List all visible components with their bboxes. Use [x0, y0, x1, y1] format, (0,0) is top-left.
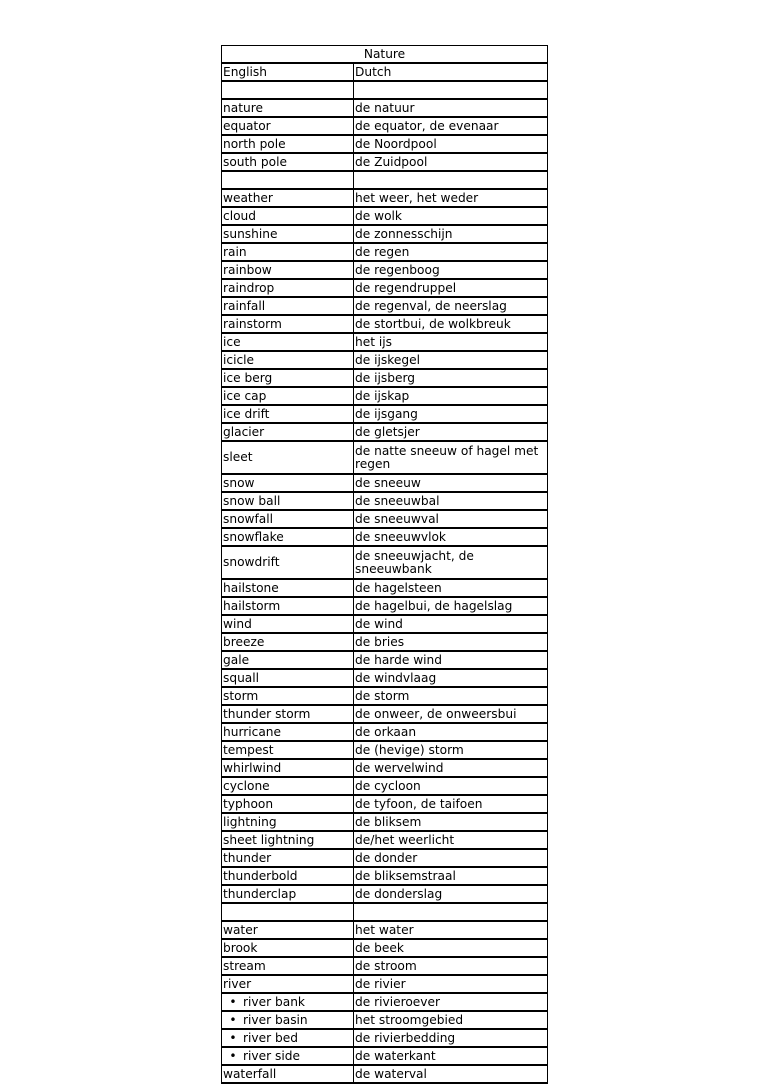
dutch-word: de hagelsteen: [355, 580, 442, 595]
english-word: snowfall: [223, 511, 274, 526]
dutch-cell: [354, 597, 548, 615]
table-row: [222, 1029, 548, 1047]
dutch-word: de waterval: [355, 1066, 427, 1081]
english-cell: [222, 687, 354, 705]
table-row: [222, 546, 548, 579]
dutch-cell: [354, 225, 548, 243]
dutch-word: het water: [355, 922, 414, 937]
english-word: sunshine: [223, 226, 278, 241]
english-word: storm: [223, 688, 259, 703]
dutch-cell: [354, 849, 548, 867]
english-cell: [222, 528, 354, 546]
english-cell: [222, 993, 354, 1011]
bullet-icon: •: [229, 994, 237, 1009]
dutch-cell: [354, 207, 548, 225]
table-row: [222, 528, 548, 546]
english-cell: [222, 579, 354, 597]
english-word: icicle: [223, 352, 255, 367]
dutch-cell: [354, 351, 548, 369]
table-row: [222, 405, 548, 423]
english-word: sheet lightning: [223, 832, 315, 847]
dutch-word: de (hevige) storm: [355, 742, 464, 757]
english-word: river basin: [243, 1012, 308, 1027]
dutch-cell: [354, 993, 548, 1011]
english-cell: [222, 492, 354, 510]
dutch-cell: [354, 795, 548, 813]
table-row: [222, 741, 548, 759]
dutch-cell: [354, 633, 548, 651]
dutch-cell: [354, 135, 548, 153]
table-row: [222, 957, 548, 975]
english-word: breeze: [223, 634, 265, 649]
english-cell: [222, 723, 354, 741]
table-row: [222, 1065, 548, 1083]
table-row: [222, 315, 548, 333]
dutch-cell: [354, 279, 548, 297]
english-word: sleet: [223, 450, 253, 464]
dutch-word: de rivieroever: [355, 994, 441, 1009]
english-cell: [222, 135, 354, 153]
dutch-word: de bliksem: [355, 814, 422, 829]
table-row: [222, 474, 548, 492]
english-word: squall: [223, 670, 260, 685]
dutch-cell: [354, 171, 548, 189]
dutch-cell: [354, 687, 548, 705]
table-row: [222, 705, 548, 723]
english-cell: [222, 957, 354, 975]
english-word: gale: [223, 652, 250, 667]
table-title: Nature: [222, 46, 548, 64]
table-row: [222, 351, 548, 369]
dutch-word: de wervelwind: [355, 760, 444, 775]
english-word: nature: [223, 100, 263, 115]
table-row: [222, 669, 548, 687]
dutch-word: de bliksemstraal: [355, 868, 456, 883]
english-cell: [222, 597, 354, 615]
table-row: [222, 723, 548, 741]
english-word: thunder: [223, 850, 272, 865]
dutch-word: de sneeuwbal: [355, 493, 440, 508]
dutch-cell: [354, 651, 548, 669]
dutch-cell: [354, 546, 548, 579]
english-word: rainbow: [223, 262, 272, 277]
dutch-word: de tyfoon, de taifoen: [355, 796, 483, 811]
english-word: stream: [223, 958, 266, 973]
english-cell: [222, 207, 354, 225]
english-word: brook: [223, 940, 258, 955]
dutch-cell: [354, 297, 548, 315]
english-cell: [222, 351, 354, 369]
dutch-word: de harde wind: [355, 652, 443, 667]
english-cell: [222, 171, 354, 189]
dutch-word: de wolk: [355, 208, 402, 223]
english-word: ice cap: [223, 388, 267, 403]
table-row: [222, 921, 548, 939]
dutch-word: de stroom: [355, 958, 417, 973]
english-cell: [222, 405, 354, 423]
english-word: glacier: [223, 424, 265, 439]
dutch-cell: [354, 885, 548, 903]
table-row: [222, 831, 548, 849]
english-word: thunderbold: [223, 868, 298, 883]
dutch-word: de regendruppel: [355, 280, 457, 295]
english-word: ice: [223, 334, 241, 349]
table-row: [222, 297, 548, 315]
table-row: [222, 279, 548, 297]
english-cell: [222, 81, 354, 99]
english-word: waterfall: [223, 1066, 277, 1081]
english-word: water: [223, 922, 258, 937]
dutch-cell: [354, 261, 548, 279]
table-row: [222, 441, 548, 474]
bullet-icon: •: [229, 1048, 237, 1063]
english-cell: [222, 225, 354, 243]
english-word: rainstorm: [223, 316, 282, 331]
english-cell: [222, 1065, 354, 1083]
table-row: [222, 207, 548, 225]
table-row: [222, 117, 548, 135]
english-word: whirlwind: [223, 760, 282, 775]
english-word: river bank: [243, 994, 305, 1009]
dutch-cell: [354, 117, 548, 135]
dutch-cell: [354, 939, 548, 957]
bullet-icon: •: [229, 1012, 237, 1027]
table-row: [222, 189, 548, 207]
dutch-cell: [354, 615, 548, 633]
english-word: rainfall: [223, 298, 266, 313]
table-title-row: [222, 46, 548, 64]
english-cell: [222, 921, 354, 939]
dutch-word: de gletsjer: [355, 424, 420, 439]
english-word: rain: [223, 244, 247, 259]
table-row: [222, 135, 548, 153]
english-cell: [222, 333, 354, 351]
english-cell: [222, 117, 354, 135]
dutch-word: de regenval, de neerslag: [355, 298, 507, 313]
dutch-cell: [354, 777, 548, 795]
dutch-cell: [354, 867, 548, 885]
table-row: [222, 777, 548, 795]
table-row: [222, 1047, 548, 1065]
english-word: thunderclap: [223, 886, 297, 901]
english-cell: [222, 669, 354, 687]
dutch-cell: [354, 99, 548, 117]
dutch-word: de ijskap: [355, 388, 410, 403]
table-row: [222, 261, 548, 279]
table-row: [222, 492, 548, 510]
dutch-cell: [354, 315, 548, 333]
dutch-word: de wind: [355, 616, 403, 631]
table-row: [222, 903, 548, 921]
english-cell: [222, 777, 354, 795]
english-word: tempest: [223, 742, 274, 757]
english-word: snowdrift: [223, 555, 280, 569]
english-cell: [222, 153, 354, 171]
table-row: [222, 153, 548, 171]
english-cell: [222, 939, 354, 957]
english-word: equator: [223, 118, 271, 133]
dutch-cell: [354, 579, 548, 597]
english-cell: [222, 441, 354, 474]
dutch-word: de waterkant: [355, 1048, 436, 1063]
dutch-word: de ijsgang: [355, 406, 418, 421]
table-row: [222, 795, 548, 813]
dutch-cell: [354, 528, 548, 546]
dutch-cell: [354, 369, 548, 387]
dutch-word: de equator, de evenaar: [355, 118, 499, 133]
table-row: [222, 867, 548, 885]
table-row: [222, 687, 548, 705]
dutch-word: de donderslag: [355, 886, 443, 901]
english-word: ice berg: [223, 370, 273, 385]
table-row: [222, 651, 548, 669]
dutch-word: de natuur: [355, 100, 415, 115]
english-cell: [222, 615, 354, 633]
english-word: hailstone: [223, 580, 279, 595]
dutch-word: de stortbui, de wolkbreuk: [355, 316, 511, 331]
dutch-word: de rivier: [355, 976, 406, 991]
dutch-cell: [354, 723, 548, 741]
english-word: cyclone: [223, 778, 270, 793]
english-cell: [222, 243, 354, 261]
dutch-word: de rivierbedding: [355, 1030, 456, 1045]
table-row: [222, 813, 548, 831]
dutch-word: het stroomgebied: [355, 1012, 464, 1027]
english-cell: [222, 831, 354, 849]
dutch-cell: [354, 975, 548, 993]
vocabulary-sheet: [221, 45, 547, 1084]
english-cell: [222, 867, 354, 885]
english-word: south pole: [223, 154, 287, 169]
english-word: snowflake: [223, 529, 284, 544]
table-row: [222, 99, 548, 117]
table-row: [222, 885, 548, 903]
dutch-word: de onweer, de onweersbui: [355, 706, 517, 721]
english-cell: [222, 903, 354, 921]
dutch-cell: [354, 405, 548, 423]
dutch-cell: [354, 387, 548, 405]
dutch-cell: [354, 1011, 548, 1029]
dutch-word: het weer, het weder: [355, 190, 479, 205]
dutch-cell: [354, 153, 548, 171]
table-row: [222, 633, 548, 651]
vocabulary-table: [221, 45, 548, 1084]
english-word: ice drift: [223, 406, 270, 421]
dutch-word: de donder: [355, 850, 418, 865]
english-cell: [222, 1011, 354, 1029]
table-row: [222, 333, 548, 351]
dutch-word: de windvlaag: [355, 670, 437, 685]
english-cell: [222, 705, 354, 723]
header-english: English: [222, 63, 354, 81]
dutch-word: de sneeuw: [355, 475, 421, 490]
dutch-cell: [354, 1029, 548, 1047]
english-word: river side: [243, 1048, 300, 1063]
dutch-cell: [354, 474, 548, 492]
english-cell: [222, 795, 354, 813]
header-dutch: Dutch: [354, 63, 548, 81]
dutch-word: de regen: [355, 244, 410, 259]
english-cell: [222, 423, 354, 441]
english-cell: [222, 99, 354, 117]
dutch-word: de bries: [355, 634, 405, 649]
english-word: hailstorm: [223, 598, 281, 613]
dutch-cell: [354, 492, 548, 510]
dutch-word: de storm: [355, 688, 410, 703]
bullet-icon: •: [229, 1030, 237, 1045]
english-cell: [222, 813, 354, 831]
english-cell: [222, 261, 354, 279]
table-row: [222, 759, 548, 777]
table-row: [222, 1011, 548, 1029]
table-header-row: [222, 63, 548, 81]
english-word: hurricane: [223, 724, 282, 739]
table-row: [222, 993, 548, 1011]
english-cell: [222, 315, 354, 333]
dutch-word: de natte sneeuw of hagel met regen: [355, 443, 539, 471]
english-word: river: [223, 976, 252, 991]
table-row: [222, 579, 548, 597]
dutch-cell: [354, 1047, 548, 1065]
english-word: wind: [223, 616, 252, 631]
english-cell: [222, 189, 354, 207]
dutch-cell: [354, 81, 548, 99]
dutch-word: de hagelbui, de hagelslag: [355, 598, 513, 613]
english-cell: [222, 975, 354, 993]
english-cell: [222, 1047, 354, 1065]
english-cell: [222, 546, 354, 579]
dutch-cell: [354, 759, 548, 777]
dutch-cell: [354, 669, 548, 687]
table-row: [222, 939, 548, 957]
table-row: [222, 387, 548, 405]
table-row: [222, 423, 548, 441]
dutch-cell: [354, 441, 548, 474]
dutch-cell: [354, 903, 548, 921]
table-row: [222, 510, 548, 528]
english-word: thunder storm: [223, 706, 311, 721]
dutch-word: de sneeuwval: [355, 511, 439, 526]
english-word: snow ball: [223, 493, 281, 508]
dutch-word: de zonnesschijn: [355, 226, 453, 241]
dutch-word: de ijsberg: [355, 370, 415, 385]
table-row: [222, 81, 548, 99]
dutch-cell: [354, 423, 548, 441]
english-word: raindrop: [223, 280, 275, 295]
dutch-word: het ijs: [355, 334, 392, 349]
dutch-word: de regenboog: [355, 262, 440, 277]
dutch-cell: [354, 741, 548, 759]
english-cell: [222, 849, 354, 867]
table-row: [222, 975, 548, 993]
dutch-cell: [354, 333, 548, 351]
english-word: weather: [223, 190, 273, 205]
english-cell: [222, 633, 354, 651]
dutch-cell: [354, 921, 548, 939]
dutch-cell: [354, 1065, 548, 1083]
table-row: [222, 597, 548, 615]
dutch-word: de orkaan: [355, 724, 417, 739]
english-cell: [222, 279, 354, 297]
english-cell: [222, 651, 354, 669]
english-cell: [222, 741, 354, 759]
dutch-word: de beek: [355, 940, 404, 955]
dutch-word: de sneeuwjacht, de sneeuwbank: [355, 548, 474, 576]
table-row: [222, 225, 548, 243]
english-word: cloud: [223, 208, 257, 223]
dutch-word: de Zuidpool: [355, 154, 428, 169]
dutch-cell: [354, 831, 548, 849]
dutch-word: de/het weerlicht: [355, 832, 455, 847]
dutch-cell: [354, 243, 548, 261]
dutch-word: de cycloon: [355, 778, 421, 793]
english-cell: [222, 885, 354, 903]
english-cell: [222, 369, 354, 387]
english-word: lightning: [223, 814, 277, 829]
table-row: [222, 369, 548, 387]
table-row: [222, 243, 548, 261]
english-cell: [222, 474, 354, 492]
english-cell: [222, 1029, 354, 1047]
dutch-cell: [354, 705, 548, 723]
dutch-word: de Noordpool: [355, 136, 437, 151]
english-word: north pole: [223, 136, 286, 151]
dutch-cell: [354, 813, 548, 831]
dutch-cell: [354, 189, 548, 207]
english-word: typhoon: [223, 796, 274, 811]
table-row: [222, 849, 548, 867]
dutch-word: de ijskegel: [355, 352, 420, 367]
english-word: snow: [223, 475, 255, 490]
table-row: [222, 171, 548, 189]
dutch-cell: [354, 957, 548, 975]
english-cell: [222, 510, 354, 528]
english-cell: [222, 759, 354, 777]
dutch-word: de sneeuwvlok: [355, 529, 446, 544]
english-word: river bed: [243, 1030, 298, 1045]
english-cell: [222, 297, 354, 315]
dutch-cell: [354, 510, 548, 528]
table-row: [222, 615, 548, 633]
english-cell: [222, 387, 354, 405]
